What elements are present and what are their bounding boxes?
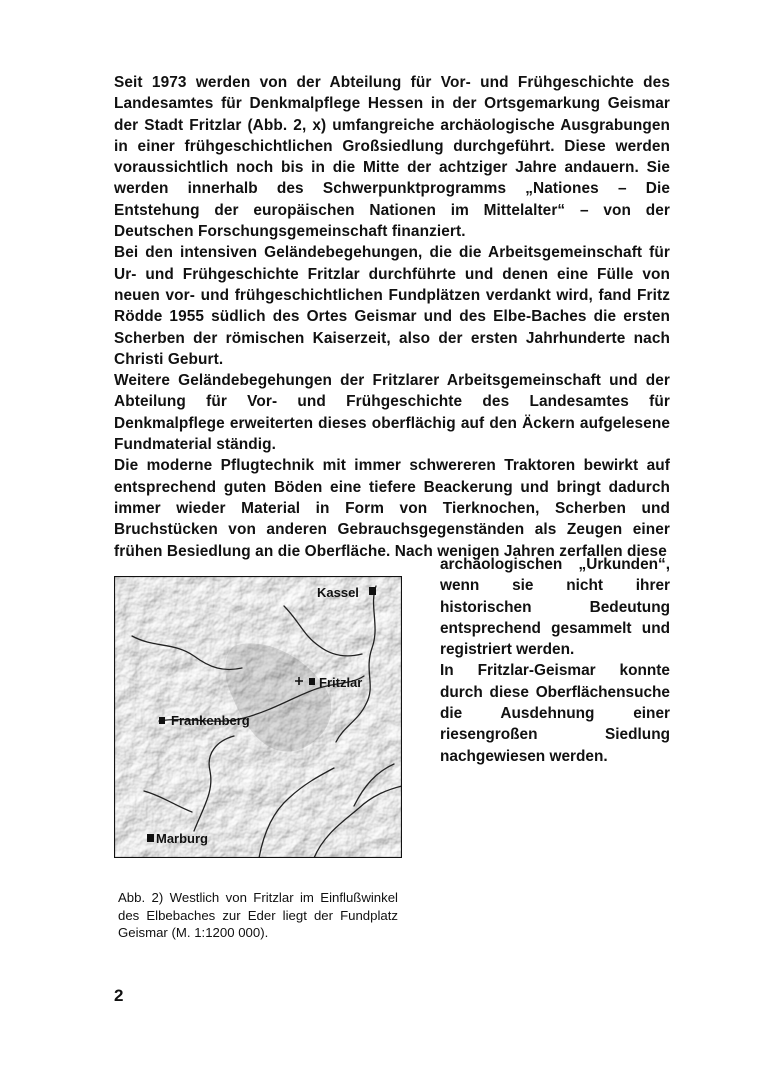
- figure-caption: Abb. 2) Westlich von Fritzlar im Einflußwinkel des Elbebaches zur Eder liegt der Fundplatz Geismar (M. 1:1200 000).: [118, 890, 398, 941]
- side-paragraph-2: In Fritzlar-Geismar konnte durch diese Oberflächensuche die Ausdehnung einer riesengroßen Siedlung nachgewiesen werden.: [440, 662, 670, 765]
- relief-map-figure: [114, 576, 402, 858]
- kassel-marker-icon: [369, 587, 376, 595]
- map-label-fritzlar: Fritzlar: [319, 675, 363, 690]
- page-number: 2: [114, 986, 124, 1005]
- paragraph-3: Weitere Geländebegehungen der Fritzlarer Arbeitsgemeinschaft und der Abteilung für Vor- und Frühgeschichte des Landesamtes für Denkmalpflege erweiterten dieses oberflächig auf den Äckern aufgelesene Fundmaterial ständig.: [114, 372, 670, 454]
- map-label-kassel: Kassel: [317, 585, 359, 600]
- fritzlar-marker-icon: [309, 678, 315, 685]
- paragraph-1: Seit 1973 werden von der Abteilung für Vor- und Frühgeschichte des Landesamtes für Denkmalpflege Hessen in der Ortsgemarkung Geismar der Stadt Fritzlar (Abb. 2, x) umfangreiche archäologische Ausgrabungen in einer frühgeschichtlichen Großsiedlung durchgeführt. Diese werden voraussichtlich noch bis in die Mitte der achtziger Jahre andauern. Sie werden innerhalb des Schwerpunktprogramms „Nationes – Die Entstehung der europäischen Nationen im Mittelalter“ – von der Deutschen Forschungsgemeinschaft finanziert.: [114, 74, 670, 241]
- relief-map: [114, 576, 402, 858]
- side-text: [440, 554, 670, 767]
- paragraph-2: Bei den intensiven Geländebegehungen, die die Arbeitsgemeinschaft für Ur- und Frühgeschichte Fritzlar durchführte und denen eine Fülle von neuen vor- und frühgeschichtlichen Fundplätzen verdankt wird, fand Fritz Rödde 1955 südlich des Ortes Geismar und des Elbe-Baches die ersten Scherben der römischen Kaiserzeit, also der ersten Jahrhunderte nach Christi Geburt.: [114, 244, 670, 368]
- body-text: [114, 72, 670, 562]
- map-label-marburg: Marburg: [156, 831, 208, 846]
- paragraph-4: Die moderne Pflugtechnik mit immer schwereren Traktoren bewirkt auf entsprechend guten Böden eine tiefere Beackerung und bringt dadurch immer wieder Material in Form von Tierknochen, Scherben und Bruchstücken von anderen Gebrauchsgegenständen als Zeugen einer frühen Besiedlung an die Oberfläche. Nach wenigen Jahren zerfallen diese: [114, 457, 670, 560]
- map-label-frankenberg: Frankenberg: [171, 713, 250, 728]
- side-paragraph-1: archäologischen „Urkunden“, wenn sie nicht ihrer historischen Bedeutung entsprechend gesammelt und registriert werden.: [440, 556, 670, 659]
- marburg-marker-icon: [147, 834, 154, 842]
- frankenberg-marker-icon: [159, 717, 165, 724]
